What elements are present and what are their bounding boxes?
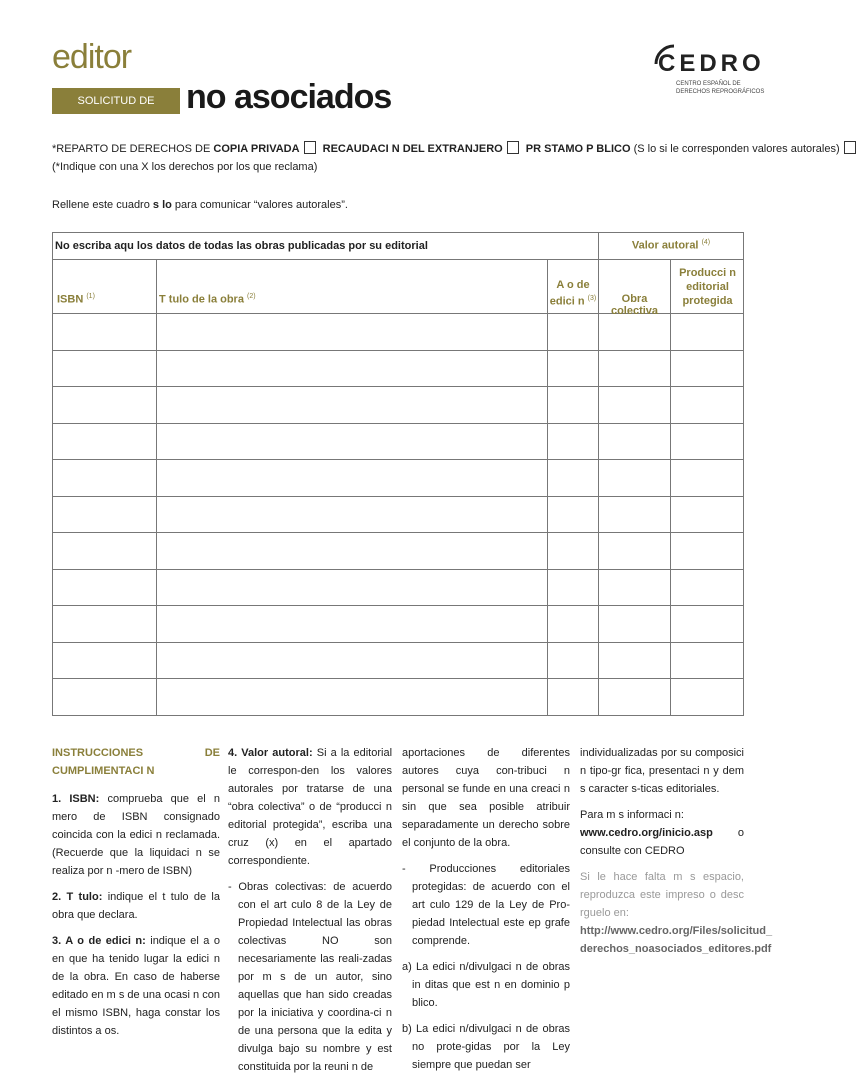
cell-titulo[interactable]	[157, 424, 546, 459]
col-isbn: ISBN $^{(1)}$	[57, 293, 95, 306]
instr-aportaciones: aportaciones de diferentes autores cuya con-tribuci n personal se funde en una creaci n sin que sea posible atribuir separadamente un derecho sobre el conjunto de la obra.	[402, 747, 570, 849]
checkbox-copia-privada[interactable]	[304, 141, 316, 154]
instructions-heading: INSTRUCCIONES DE CUMPLIMENTACI N	[52, 747, 220, 777]
cell-isbn[interactable]	[54, 643, 155, 678]
cell-colectiva[interactable]	[599, 424, 669, 459]
table-caption: No escriba aqu los datos de todas las obras publicadas por su editorial	[55, 240, 428, 252]
cell-titulo[interactable]	[157, 497, 546, 532]
cell-produccion[interactable]	[671, 679, 742, 714]
instructions-col-4	[580, 744, 773, 966]
space-note: Si le hace falta m s espacio, reproduzca este impreso o desc rguelo en:	[580, 871, 744, 919]
cell-produccion[interactable]	[671, 460, 742, 495]
cell-anio[interactable]	[548, 351, 597, 386]
cell-produccion[interactable]	[671, 570, 742, 605]
link-download-form[interactable]: http://www.cedro.org/Files/solicitud_ derechos_noasociados_editores.pdf	[580, 925, 773, 955]
opt-prestamo: PR STAMO P BLICO	[525, 143, 631, 155]
form-title-editor: editor	[52, 38, 132, 76]
cell-titulo[interactable]	[157, 387, 546, 422]
opt-recaudacion: RECAUDACI N DEL EXTRANJERO	[322, 143, 503, 155]
cell-colectiva[interactable]	[599, 387, 669, 422]
instructions-col-3	[402, 744, 570, 1082]
cell-anio[interactable]	[548, 424, 597, 459]
opt-prestamo-note: (S lo si le corresponden valores autorales)	[633, 143, 840, 155]
col-titulo: T tulo de la obra $^{(2)}$	[159, 293, 256, 306]
instr-producciones: - Producciones editoriales protegidas: de acuerdo con el art culo 129 de la Ley de Pro-piedad Intelectual este ep grafe comprende.	[402, 863, 570, 947]
cell-titulo[interactable]	[157, 606, 546, 641]
cell-titulo[interactable]	[157, 570, 546, 605]
cell-titulo[interactable]	[157, 679, 546, 714]
instr-obras-colectivas: - Obras colectivas: de acuerdo con el art culo 8 de la Ley de Propiedad Intelectual las obras colectivas NO son necesariamente las reali-zadas por m s de un autor, sino aquellas que han sido creadas por la iniciativa y coordina-ci n de una persona que la edita y divulga bajo su nombre y est constituida por la reuni n de	[228, 881, 392, 1073]
instr-anio: 3. A o de edici n: indique el a o en que ha tenido lugar la edici n de la obra. En caso de haberse editado en m s de una ocasi n con el mismo ISBN, haga constar los distintos a os.	[52, 935, 220, 1037]
cell-produccion[interactable]	[671, 533, 742, 568]
cell-anio[interactable]	[548, 679, 597, 714]
cell-isbn[interactable]	[54, 679, 155, 714]
request-badge: SOLICITUD DE DERECHOS	[52, 88, 180, 114]
cell-produccion[interactable]	[671, 351, 742, 386]
instr-individualizadas: individualizadas por su composici n tipo-gr fica, presentaci n y dem s caracter s-ticas editoriales.	[580, 747, 744, 795]
cell-anio[interactable]	[548, 497, 597, 532]
rights-prefix: *REPARTO DE DERECHOS DE	[52, 143, 211, 155]
cell-anio[interactable]	[548, 387, 597, 422]
cell-isbn[interactable]	[54, 606, 155, 641]
cell-isbn[interactable]	[54, 460, 155, 495]
col-produccion: Producci n editorial protegida	[679, 267, 736, 307]
cell-colectiva[interactable]	[599, 497, 669, 532]
cell-isbn[interactable]	[54, 387, 155, 422]
cell-titulo[interactable]	[157, 533, 546, 568]
fill-text-c: para comunicar “valores autorales”.	[174, 199, 348, 211]
cell-colectiva[interactable]	[599, 314, 669, 349]
fill-text-a: Rellene este cuadro	[52, 199, 150, 211]
col-anio: A o de edici n $^{(3)}$	[549, 279, 597, 308]
cell-colectiva[interactable]	[599, 643, 669, 678]
cell-colectiva[interactable]	[599, 460, 669, 495]
rights-note: (*Indique con una X los derechos por los que reclama)	[52, 161, 318, 173]
instr-item-b: b) La edici n/divulgaci n de obras no prote-gidas por la Ley siempre que puedan ser	[402, 1023, 570, 1071]
cell-isbn[interactable]	[54, 570, 155, 605]
cell-colectiva[interactable]	[599, 570, 669, 605]
works-table	[52, 232, 744, 716]
cell-produccion[interactable]	[671, 643, 742, 678]
fill-text-b: s lo	[152, 199, 172, 211]
logo-wordmark: CEDRO	[658, 50, 765, 77]
logo-subtitle: CENTRO ESPAÑOL DE DERECHOS REPROGRÁFICOS	[676, 81, 765, 95]
instr-valor: 4. Valor autoral: Si a la editorial le correspon-den los valores autorales por tratarse de una “obra colectiva” o de “producci n editorial protegida”, escriba una cruz (x) en el apartado correspondiente.	[228, 747, 393, 867]
instr-item-a: a) La edici n/divulgaci n de obras in ditas que est n en dominio p blico.	[402, 961, 570, 1009]
instr-titulo: 2. T tulo: indique el t tulo de la obra que declara.	[52, 891, 220, 921]
more-info: Para m s informaci n: www.cedro.org/inicio.asp o consulte con CEDRO	[580, 809, 744, 857]
valor-autoral-header: Valor autoral $^{(4)}$	[631, 239, 711, 252]
cell-isbn[interactable]	[54, 533, 155, 568]
rights-type-line	[52, 141, 860, 155]
cell-colectiva[interactable]	[599, 351, 669, 386]
cell-colectiva[interactable]	[599, 679, 669, 714]
fill-instruction	[52, 199, 348, 211]
instructions-col-1	[52, 744, 220, 1048]
instructions-col-2	[228, 744, 392, 1084]
opt-copia-privada: COPIA PRIVADA	[213, 143, 300, 155]
cell-titulo[interactable]	[157, 643, 546, 678]
instr-isbn: 1. ISBN: comprueba que el n mero de ISBN consignado coincida con la edici n reclamada. (Recuerde que la liquidaci n se realiza por n -mero de ISBN)	[52, 793, 220, 877]
cell-produccion[interactable]	[671, 497, 742, 532]
checkbox-prestamo[interactable]	[844, 141, 856, 154]
cell-anio[interactable]	[548, 533, 597, 568]
cell-produccion[interactable]	[671, 314, 742, 349]
cell-anio[interactable]	[548, 570, 597, 605]
cell-anio[interactable]	[548, 606, 597, 641]
cell-titulo[interactable]	[157, 460, 546, 495]
cell-isbn[interactable]	[54, 424, 155, 459]
cell-produccion[interactable]	[671, 387, 742, 422]
cell-isbn[interactable]	[54, 314, 155, 349]
checkbox-recaudacion[interactable]	[507, 141, 519, 154]
cell-produccion[interactable]	[671, 424, 742, 459]
cell-anio[interactable]	[548, 643, 597, 678]
form-title-main: no asociados	[186, 78, 392, 116]
cell-isbn[interactable]	[54, 497, 155, 532]
cell-colectiva[interactable]	[599, 533, 669, 568]
cell-titulo[interactable]	[157, 314, 546, 349]
col-obra-colectiva: Obra colectiva	[610, 293, 659, 317]
cell-produccion[interactable]	[671, 606, 742, 641]
cell-titulo[interactable]	[157, 351, 546, 386]
cell-isbn[interactable]	[54, 351, 155, 386]
link-cedro-inicio[interactable]: www.cedro.org/inicio.asp	[580, 827, 713, 839]
cell-anio[interactable]	[548, 460, 597, 495]
cell-anio[interactable]	[548, 314, 597, 349]
cell-colectiva[interactable]	[599, 606, 669, 641]
